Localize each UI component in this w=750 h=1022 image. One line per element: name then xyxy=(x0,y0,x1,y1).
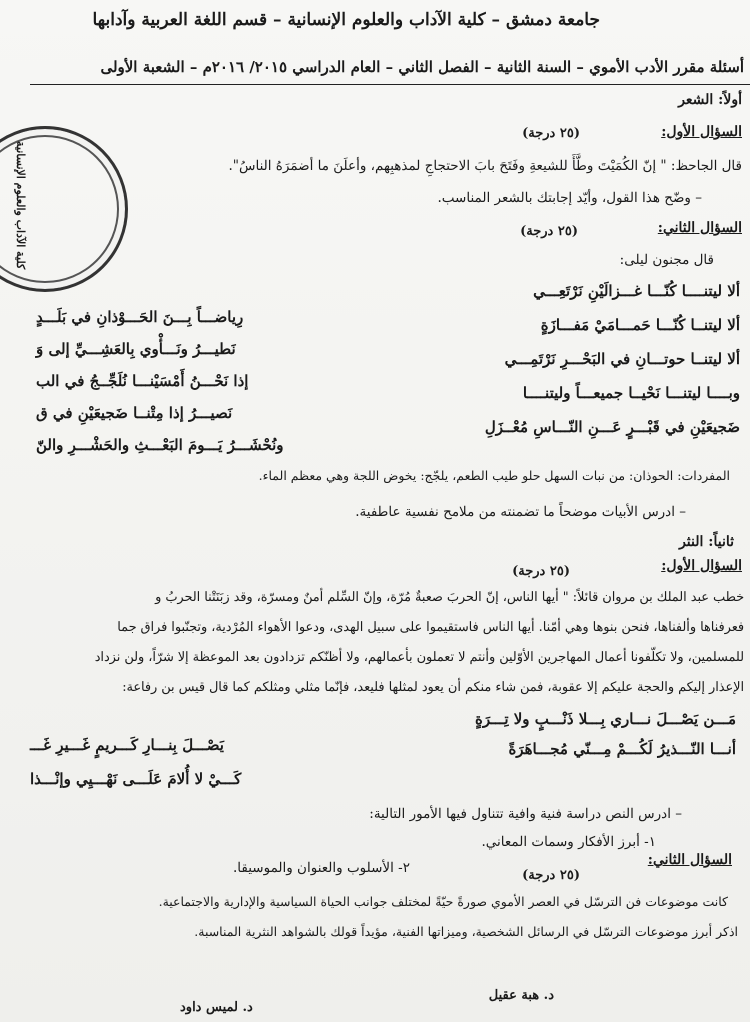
prose-q1-task: – ادرس النص دراسة فنية وافية تتناول فيها الأمور التالية: xyxy=(369,806,682,822)
prose-verse-right-2: أنـــا النّـــذيرُ لَكُـــمْ مِـــنّي مُجـــاهَرَةً xyxy=(508,740,736,758)
stamp-text: كلية الآداب والعلوم الإنسانية xyxy=(14,141,27,270)
header-course: أسئلة مقرر الأدب الأموي – السنة الثانية – الفصل الثاني – العام الدراسي ٢٠١٥/ ٢٠١٦م – الشعبة الأولى xyxy=(100,58,744,76)
signature-left: د. لميس داود xyxy=(180,1000,253,1015)
prose-q1-mark: (٢٥ درجة) xyxy=(512,564,570,579)
poetry-q1-quote: قال الجاحظ: " إنّ الكُمَيْتَ وطَّأَ للشيعةِ وفَتَحَ بابَ الاحتجاجِ لمذهبِهم، وأعلَنَ ما أضمَرَهُ الناسُ". xyxy=(228,158,742,174)
verse-left-3: إذا نَحْـــنُ أَمْسَيْنـــا نُلَجِّــجُ في الب xyxy=(36,372,249,390)
prose-q2-line-1: كانت موضوعات فن الترسّل في العصر الأموي صورةً حيّةً لمختلف جوانب الحياة السياسية والإدارية والاجتماعية. xyxy=(158,894,728,909)
header-university: جامعة دمشق – كلية الآداب والعلوم الإنسانية – قسم اللغة العربية وآدابها xyxy=(92,10,600,30)
poet-name: قال مجنون ليلى: xyxy=(619,252,714,268)
section-prose-title: ثانياً: النثر xyxy=(679,534,734,550)
prose-text-line-2: فعرفناها وألفناها، فنحن بنوها وهي أمّنا. أيها الناس فاستقيموا على سبيل الهدى، ودعوا الأهواء المُرْدية، وتجنّبوا فراق جما xyxy=(117,620,744,635)
verse-left-1: رِياضـــاً بِـــنَ الحَـــوْذانِ في بَلَـــدٍ xyxy=(36,308,244,326)
prose-q1-item-1: ١- أبرز الأفكار وسمات المعاني. xyxy=(481,834,656,850)
verse-right-3: ألا ليتنــا حوتـــانِ في البَحْـــرِ نَرْتَمِـــي xyxy=(504,350,740,368)
poetry-q2-mark: (٢٥ درجة) xyxy=(520,224,578,239)
header-divider xyxy=(30,84,750,85)
verse-left-4: نَصيـــرُ إذا مِتْنــا ضَجيعَيْنِ في ق xyxy=(36,404,233,422)
poetry-q2-label: السؤال الثاني: xyxy=(657,220,742,236)
prose-text-line-3: للمسلمين، ولا تكلّفونا أعمال المهاجرين الأوّلين وأنتم لا تعملون بأعمالهم، ولا أظنّكم تزدادون بعد الموعظة إلا شرّاً، ولن نزداد xyxy=(94,650,744,665)
signature-right: د. هبة عقيل xyxy=(488,988,554,1003)
prose-q2-mark: (٢٥ درجة) xyxy=(522,868,580,883)
prose-verse-left-2: كَـــيْ لا أُلامَ عَلَـــى نَهْـــيِي وإنْـــذا xyxy=(30,770,242,788)
verse-right-1: ألا ليتنــــا كُنّـــا غـــزالَيْنِ نَرْتَعِـــي xyxy=(533,282,740,300)
prose-text-line-4: الإعذار إليكم والحجة عليكم إلا عقوبة، فمن شاء منكم أن يعود لمثلها فليعد، فإنّما مثلي ومثلكم كما قال قيس بن رفاعة: xyxy=(122,680,744,695)
prose-q1-label: السؤال الأول: xyxy=(661,558,742,574)
verse-right-5: ضَجيعَيْنِ في قَبْـــرٍ عَـــنِ النّـــاسِ مُعْــزَلِ xyxy=(484,418,740,436)
verse-right-2: ألا ليتنــا كُنّـــا حَمـــامَيْ مَفـــازَةٍ xyxy=(540,316,740,334)
poetry-q2-task: – ادرس الأبيات موضحاً ما تضمنته من ملامح نفسية عاطفية. xyxy=(355,504,686,520)
university-stamp xyxy=(0,126,128,292)
prose-q2-line-2: اذكر أبرز موضوعات الترسّل في الرسائل الشخصية، وميزاتها الفنية، مؤيداً قولك بالشواهد النثرية المناسبة. xyxy=(194,924,738,939)
prose-q1-item-2: ٢- الأسلوب والعنوان والموسيقا. xyxy=(232,860,410,876)
poetry-q1-label: السؤال الأول: xyxy=(661,124,742,140)
poetry-q1-task: – وضّح هذا القول، وأيّد إجابتك بالشعر المناسب. xyxy=(437,190,702,206)
poetry-q1-mark: (٢٥ درجة) xyxy=(522,126,580,141)
section-poetry-title: أولاً: الشعر xyxy=(678,92,742,108)
prose-text-line-1: خطب عبد الملك بن مروان قائلاً: " أيها الناس، إنّ الحربَ صعبةٌ مُرّة، وإنّ السِّلم أمنٌ ومسرّة، وقد زبَنَتْنا الحربُ و xyxy=(155,590,744,605)
verse-left-2: نَطيـــرُ ونَـــأْوي بِالعَشِـــيِّ إلى وَ xyxy=(36,340,236,358)
prose-verse-left-1: يَصْـــلَ بِنـــارِ كَـــريمٍ غَـــيرِ غَـــ xyxy=(30,736,224,754)
glossary: المفردات: الحوذان: من نبات السهل حلو طيب الطعم، يلجّج: يخوض اللجة وهي معظم الماء. xyxy=(258,468,730,483)
prose-q2-label: السؤال الثاني: xyxy=(647,852,732,868)
verse-right-4: وبــــا ليتنـــا نَحْيــا جميعـــاً وليتنــــا xyxy=(522,384,740,402)
prose-verse-right-1: مَـــن يَصْـــلَ نـــاري بِـــلا ذَنْـــبٍ ولا تِـــرَةٍ xyxy=(475,710,736,728)
verse-left-5: ونُحْشَـــرُ يَـــومَ البَعْـــثِ والحَشْـــرِ والنّ xyxy=(36,436,284,454)
